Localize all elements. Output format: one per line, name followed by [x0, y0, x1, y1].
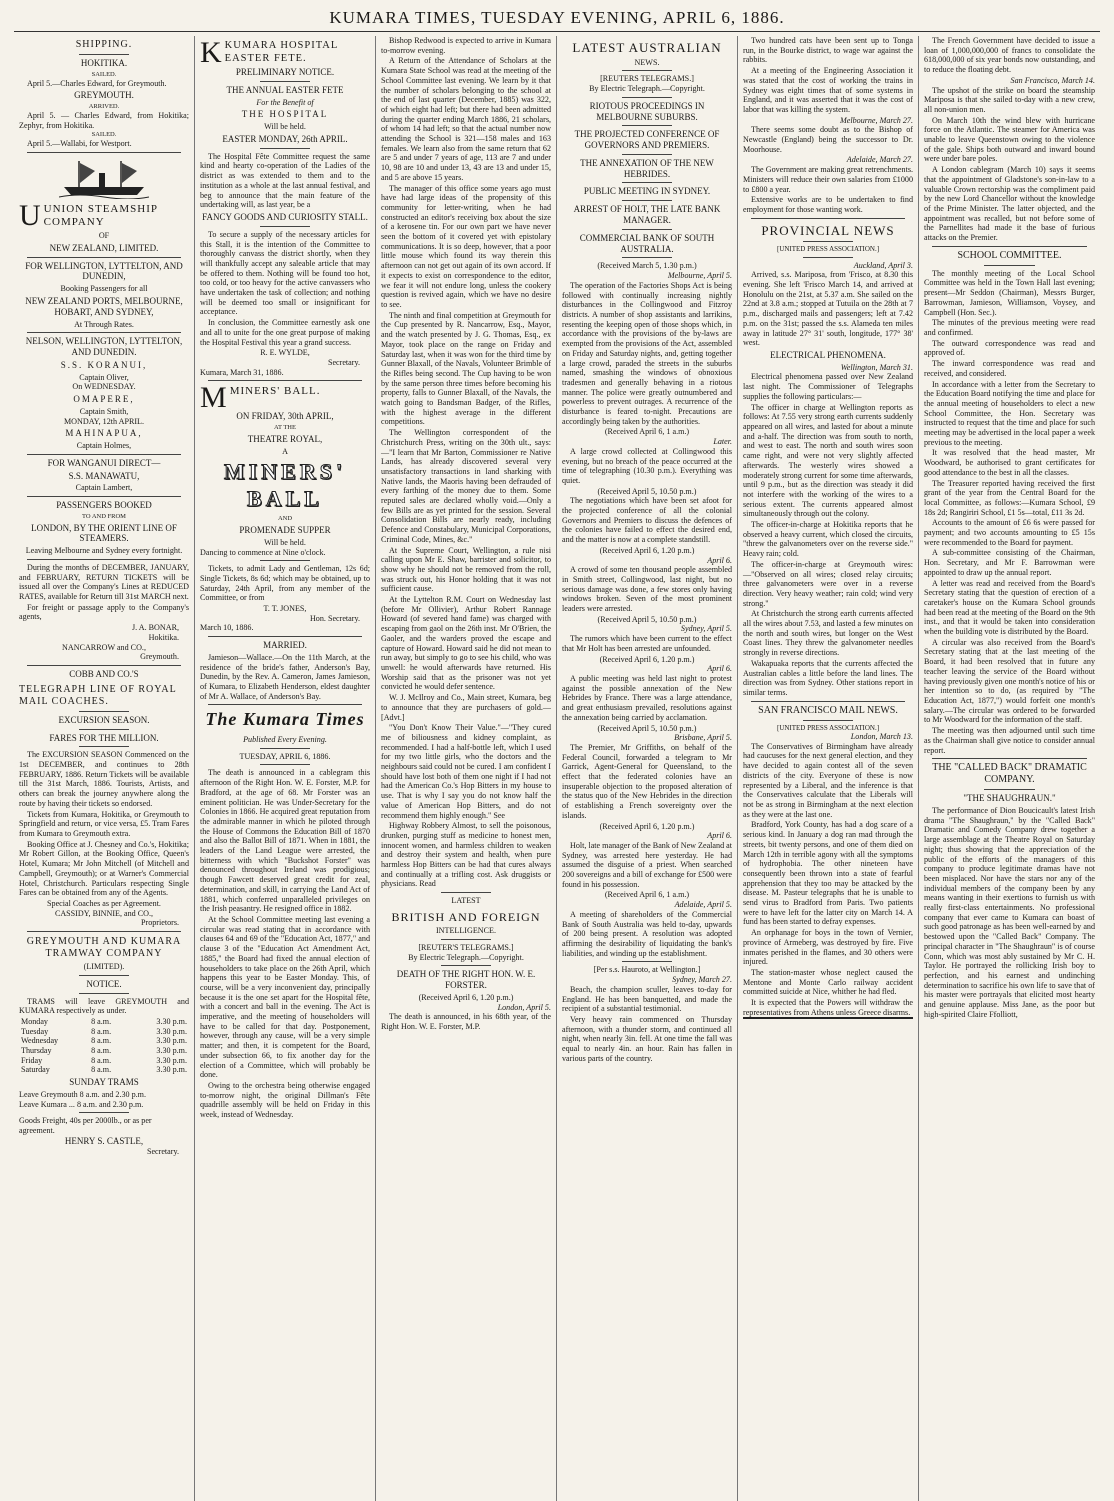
- column-2: [195, 36, 376, 1501]
- for-benefit: For the Benefit of: [256, 97, 314, 107]
- married-heading: MARRIED.: [263, 640, 307, 651]
- will-be-held-2: Will be held.: [264, 537, 306, 547]
- sf-dateline: San Francisco, March 14.: [1010, 75, 1095, 85]
- wylde-date: Kumara, March 31, 1886.: [200, 367, 284, 377]
- arrest-heading: ARREST OF HOLT, THE LATE BANK MANAGER.: [573, 204, 721, 226]
- crowd-text: A large crowd collected at Collingwood this evening, but no breach of the peace occurred at the time of telegraphing (10.30 p.m.). Everything was quiet.: [562, 446, 732, 485]
- schedule-am: 8 a.m.: [91, 1016, 112, 1026]
- bonar-place: Hokitika.: [148, 632, 179, 642]
- jones-date: March 10, 1886.: [200, 623, 254, 633]
- mahinapua: MAHINAPUA,: [65, 428, 143, 439]
- attendance-return-text: A Return of the Attendance of Scholars at the Kumara State School was read at the meeting of the School Committee last evening. We learn by it that the number of scholars belonging to the school at the end of last quarter (December, 1885) was 322, of which eight had left; but there had been admitted during the quarter ending March 1886, 21 scholars, of whom 14 had left; so that the actual number now attending the School is 321—158 males and 163 females. We learn also from the same return that 62 are 5 and under 7 years of age, 113 are 7 and under 10, 98 are 10 and under 13, 43 are 13 and under 15, and 5 are above 15 years.: [381, 56, 551, 182]
- schedule-pm: 3.30 p.m.: [156, 1016, 187, 1026]
- annual-fete: THE ANNUAL EASTER FETE: [226, 84, 344, 95]
- booking-passengers: Booking Passengers for all: [60, 284, 148, 294]
- manager-text: The manager of this office some years ago must have had large ideas of the propensity of this community for letter-writing, when he had constructed an editor's receiving box about the size of a kerosene tin. For our own part we have never seen the bottom of it covered yet with epistolary communications. It is so deep, however, that a poor little mouse which found its way therein this afternoon can not get out again of its own accord. If it expects to exist on correspondence to the editor, we fear it will not endure long, unless the cookery question is revived again, which we have no desire to see.: [381, 183, 551, 309]
- adelaide-dateline: Adelaide, April 5.: [674, 900, 732, 910]
- received-7: (Received April 5, 10.50 p.m.): [597, 723, 697, 733]
- for-wanganui: FOR WANGANUI DIRECT—: [47, 457, 161, 468]
- highway-robbery-text: Highway Robbery Almost, to sell the poisonous, drunken, purging stuff as medicine to honest men, innocent women, and harmless children to weaken and destroy their system and health, when pure harmless Hop Bitters can be had that cures always and continually at a trifling cost. Ask druggists or physicians. Read: [381, 821, 551, 889]
- koranui-captain: Captain Oliver,: [79, 372, 129, 382]
- received-2: (Received April 6, 1 a.m.): [604, 427, 690, 437]
- cup-text: The ninth and final competition at Greymouth for the Cup presented by R. Nancarrow, Esq., Mayor, and the watch presented by J. G. Thomas, Esq., ex Mayor, took place on the range on Friday and Saturday last, when it was won for the third time by Gunner Blaxall, of the Navals, Volunteer Brimble of the Rifles being second. The Cup having to be won by the same person three times before becoming his property, falls to Gunner Blaxall, of the Navals, the watch going to Bandsman Badger, of the Rifles, with the highest average in the different competitions.: [381, 310, 551, 427]
- to-and-from: TO AND FROM: [82, 512, 126, 520]
- latest-label: LATEST: [451, 896, 481, 906]
- wylde-sign: R. E. WYLDE,: [260, 348, 310, 358]
- orchestra-text: Owing to the orchestra being otherwise engaged to-morrow night, the original Dillman's Fête quadrille assembly will be held on Friday in this week, instead of Wednesday.: [200, 1080, 370, 1120]
- goods-freight: Goods Freight, 40s per 2000lb., or as per agreement.: [19, 1116, 152, 1136]
- caretaker-letter-text: A letter was read and received from the Board's Secretary stating that the question of erection of a caretaker's house on the Kumara School grounds had been read at the meeting of the Board on the 9th inst., and that it would be taken into consideration when the building vote is distributed by the Board.: [924, 578, 1095, 637]
- schedule-pm: 3.30 p.m.: [156, 1055, 187, 1065]
- castle-sign: HENRY S. CASTLE,: [64, 1135, 144, 1146]
- forster-text: The death is announced in a cablegram this afternoon of the Right Hon. W. E. Forster, M.P. for Bradford, at the age of 68. Mr Forster was an eminent politician. He was Under-Secretary for the Colonies in 1866. He acquired great reputation from the admirable manner in which he piloted through the House of Commons the Education Bill of 1870 and also the Ballot Bill of 1871. When in 1881, the leaders of the Land League were arrested, the bitterness with which "Buckshot Forster" was denounced throughout Ireland was prodigious; though Fawcett deserved great credit for zeal, determination, and skill, in carrying the Land Act of 1881, which conferred unparalleled privileges on the Irish peasantry. He resigned office in 1882.: [200, 768, 370, 914]
- received-3: (Received April 5, 10.50 p.m.): [597, 486, 697, 496]
- beach-text: Beach, the champion sculler, leaves to-day for England. He has been banquetted, and made the recipient of a substantial testimonial.: [562, 984, 732, 1014]
- death-forster-heading: DEATH OF THE RIGHT HON. W. E. FORSTER.: [396, 969, 536, 991]
- nelson-route: NELSON, WELLINGTON, LYTTELTON, AND DUNEDIN.: [25, 336, 183, 358]
- theatre-royal: THEATRE ROYAL,: [247, 433, 323, 444]
- and-label: AND: [277, 515, 293, 523]
- received-9: (Received April 6, 1 a.m.): [604, 890, 690, 900]
- special-coaches: Special Coaches as per Agreement.: [47, 898, 161, 908]
- received-label: (Received April 6, 1.20 p.m.): [418, 992, 514, 1002]
- schedule-pm: 3.30 p.m.: [156, 1065, 187, 1075]
- schedule-pm: 3.30 p.m.: [156, 1026, 187, 1036]
- schedule-pm: 3.30 p.m.: [156, 1036, 187, 1046]
- hop-bitters-text: "You Don't Know Their Value."—"They cured me of biliousness and kidney complaint, as recommended. I had a half-bottle left, which I used for my two little girls, who the doctors and the neighbours said could not be cured. I am confident I should have lost both of them one night if I had not had the American Co.'s Hop Bitters in my house to use. That is why I say you do not know half the value of American Hop Bitters, and do not recommend them highly enough." See: [381, 723, 551, 820]
- inward-text: The inward correspondence was read and received, and considered.: [924, 359, 1095, 378]
- news-label: NEWS.: [634, 57, 660, 67]
- arrived-label: ARRIVED.: [88, 103, 120, 111]
- strike-text: The upshot of the strike on board the steamship Mariposa is that she sailed to-day with a new crew, all non-union men.: [924, 85, 1095, 114]
- nancarrow: NANCARROW and CO.,: [62, 642, 146, 652]
- schedule-day: Friday: [21, 1055, 43, 1065]
- excursion-text: The EXCURSION SEASON Commenced on the 1st DECEMBER, and continues to 28th FEBRUARY, 1886. Return Tickets will be available till the 31st March, 1886. Tourists, Artists, and others can break the journey anywhere along the route by having their tickets so endorsed.: [19, 750, 189, 808]
- hospital-fete-heading: KKUMARA HOSPITAL EASTER FETE.: [200, 36, 338, 69]
- bishop-text: There seems some doubt as to the Bishop of Newcastle (England) being the successor to Dr. Moorhouse.: [743, 125, 913, 154]
- melbourne-dateline-2: Melbourne, March 27.: [840, 115, 913, 125]
- redwood-text: Bishop Redwood is expected to arrive in Kumara to-morrow evening.: [381, 36, 551, 55]
- sydney-dateline-2: Sydney, March 27.: [672, 975, 732, 985]
- copyright-label: By Electric Telegraph.—Copyright.: [408, 952, 524, 962]
- schedule-pm: 3.30 p.m.: [156, 1046, 187, 1056]
- greymouth-officer-text: The officer-in-charge at Greymouth wires:—"Observed on all wires; closed relay circuits; three galvanometers were over in a reverse direction. Very heavy weather; rain cold; wind very strong.": [743, 559, 913, 608]
- melbourne-dateline: Melbourne, April 5.: [667, 271, 732, 281]
- trams-text: TRAMS will leave GREYMOUTH and KUMARA respectively as under.: [19, 996, 189, 1016]
- works-text: Extensive works are to be undertaken to find employment for those wanting work.: [743, 195, 913, 214]
- union-nz: NEW ZEALAND, LIMITED.: [49, 242, 159, 253]
- schedule-row: [19, 1046, 189, 1056]
- court-text: At the Supreme Court, Wellington, a rule nisi calling upon Mr E. Shaw, barrister and solicitor, to show why he should not be removed from the roll, was struck out, his Honor holding that it was not sufficient cause.: [381, 545, 551, 594]
- shipping-heading: SHIPPING.: [75, 39, 133, 50]
- passengers-booked: PASSENGERS BOOKED: [56, 500, 152, 511]
- columns: [14, 36, 1100, 1501]
- london-orient: LONDON, BY THE ORIENT LINE OF STEAMERS.: [31, 522, 177, 544]
- reuters-label: [REUTER'S TELEGRAMS.]: [418, 942, 514, 952]
- at-the: AT THE: [274, 424, 296, 432]
- sydney-dateline-1: Sydney, April 5.: [680, 624, 732, 634]
- notice-heading: NOTICE.: [86, 978, 122, 989]
- april6-dateline-b: April 6.: [707, 664, 732, 674]
- adjourned-text: The meeting was then adjourned until such time as the Chairman shall give notice to consider annual report.: [924, 726, 1095, 755]
- cats-text: Two hundred cats have been sent up to Tonga run, in the Bourke district, to wage war against the rabbits.: [743, 36, 913, 65]
- the-hospital: THE HOSPITAL: [241, 109, 329, 120]
- hurricane-text: On March 10th the wind blew with hurricane force on the Atlantic. The steamer for America was unable to leave Queenstown owing to the violence of the gale. Ships both outward and inward bound were under bare poles.: [924, 115, 1095, 164]
- nancarrow-place: Greymouth.: [140, 652, 179, 662]
- christchurch-text: At Christchurch the strong earth currents affected all the wires about 7.53, and lasted a few minutes on the north and south wires, but longer on the West Coast lines. They threw the galvanometer needles strongly in reverse directions.: [743, 609, 913, 658]
- mariposa-text: Arrived, s.s. Mariposa, from 'Frisco, at 8.30 this evening. She left 'Frisco March 14, and arrived at Honolulu on the 21st, at 5.37 a.m. She sailed on the 22nd at 3.8 a.m.; stopped at Tutuila on the 28th at 7 p.m., discharged mails and passengers; left at 7.42 p.m. on the 31st; passed the s.s. Alameda ten miles away in latitude 27° 31' south, longitude, 177° 38' west.: [743, 270, 913, 348]
- column-4: [557, 36, 738, 1501]
- outward-text: The outward correspondence was read and approved of.: [924, 338, 1095, 358]
- omapere-captain: Captain Smith,: [79, 406, 129, 416]
- bonar-sign: J. A. BONAR,: [132, 623, 179, 633]
- powers-text: It is expected that the Powers will withdraw the representatives from Athens unless Greece disarms.: [743, 998, 913, 1019]
- griffiths-text: The Premier, Mr Griffiths, on behalf of the Federal Council, forwarded a telegram to Mr Garrick, Agent-General for Queensland, to the effect that the federated colonies have an insuperable objection to the proposed alteration of the status quo of the New Hebrides in the direction of establishing a French sovereignty over the islands.: [562, 742, 732, 820]
- bradford-text: Bradford, York County, has had a dog scare of a serious kind. In January a dog ran mad through the streets, bit twenty persons, and one of them died on March 12th in terrible agony with all the symptoms of hydrophobia. The other nineteen have consequently been thrown into a state of fearful apprehension that they too may be attacked by the disease. M. Pasteur telegraphs that he is unable to send virus to Bradford from Paris. Two patients were to have left for the latter city on March 14. A fund has been started to defray expenses.: [743, 820, 913, 927]
- adelaide-dateline-2: Adelaide, March 27.: [846, 155, 913, 165]
- schedule-row: [19, 1017, 189, 1027]
- annexation-heading: THE ANNEXATION OF THE NEW HEBRIDES.: [580, 157, 714, 179]
- public-meeting-heading: PUBLIC MEETING IN SYDNEY.: [583, 186, 711, 197]
- received-4: (Received April 6, 1.20 p.m.): [599, 545, 695, 555]
- freight-text: For freight or passage apply to the Company's agents,: [19, 602, 189, 622]
- received-1: (Received March 5, 1.30 p.m.): [597, 261, 697, 271]
- monthly-text: The monthly meeting of the Local School Committee was held in the Town Hall last evening; present—Mr Seddon (Chairman), Messrs Burger, Barrowman, Jamieson, Williamson, Voysey, and Campbell (Hon. Sec.).: [924, 268, 1095, 317]
- letter-text: In accordance with a letter from the Secretary to the Education Board notifying the time and place for the annual meeting of householders to elect a new School Committee, the Hon. Secretary was instructed to request that the time and place for such meeting may be advertised in the local paper a week previous to the meeting.: [924, 379, 1095, 447]
- holt-rumors-text: The rumors which have been current to the effect that Mr Holt has been arrested are unfounded.: [562, 634, 732, 653]
- koranui-day: On WEDNESDAY.: [72, 382, 136, 392]
- fares-heading: FARES FOR THE MILLION.: [49, 732, 159, 743]
- wakapuaka-text: Wakapuaka reports that the currents affected the Australian cables a little before the land lines. The direction was from Sydney. Other stations report in similar terms.: [743, 658, 913, 697]
- received-6: (Received April 6, 1.20 p.m.): [599, 654, 695, 664]
- manawatu-captain: Captain Lambert,: [75, 483, 133, 493]
- married-text: Jamieson—Wallace.—On the 11th March, at the residence of the bride's father, Anderson's Bay, Dunedin, by the Rev. A. Cameron, James Jamieson, of Kumara, to Elizabeth Henderson, eldest daughter of Mr A. Wallace, of Anderson's Bay.: [200, 652, 370, 701]
- tramway-limited: (LIMITED).: [83, 962, 125, 972]
- through-rates: At Through Rates.: [74, 319, 134, 329]
- school-committee-heading: SCHOOL COMMITTEE.: [957, 249, 1062, 261]
- stall-text: To secure a supply of the necessary articles for this Stall, it is the intention of the Committee to thoroughly canvass the district shortly, when they will thankfully accept any saleable article that may be offered to them. Nothing will be found too hot, too cold, or too heavy for the active canvassers who have undertaken the task of collection; and nothing will be deemed too small or insignificant for acceptance.: [200, 229, 370, 317]
- auckland-dateline: Auckland, April 3.: [853, 260, 913, 270]
- copyright-label-2: By Electric Telegraph.—Copyright.: [589, 84, 705, 93]
- cablegram-text: A London cablegram (March 10) says it seems that the appointment of Gladstone's son-in-law to a valuable Crown rectorship was the compliment paid by the new Lord Chancellor without the knowledge of the Prime Minister. The latter objected, and the appointment was recalled, but not before some of the Parnellites had made it the base of furious attacks on the Premier.: [924, 165, 1095, 243]
- london-dateline: London, April 5.: [497, 1002, 551, 1012]
- paper-nameplate: The Kumara Times: [205, 709, 365, 730]
- omapere-day: MONDAY, 12th APRIL.: [63, 416, 145, 426]
- nz-ports: NEW ZEALAND PORTS, MELBOURNE, HOBART, AND SYDNEY,: [25, 295, 183, 317]
- upa-label-2: [UNITED PRESS ASSOCIATION.]: [776, 723, 880, 732]
- miners-ball-ornate: MINERS' BALL: [223, 459, 347, 511]
- factories-text: The operation of the Factories Shops Act is being followed with continually increasing nightly disturbances in the Collingwood and Fitzroy districts. A number of shop assistants and larrikins, resenting the keeping open of those shops which, in accordance with the provisions of the by-laws are exempted from the provisions of the Act, assembled on Friday and Saturday nights, and, getting together a large crowd, paraded the streets in the suburbs named, smashing the windows of obnoxious tradesmen and generally behaving in a riotous manner. The police were greatly outnumbered and powerless to prevent outrages. A recurrence of the disturbance is feared to-night. Precautions are accordingly being taken by the authorities.: [562, 280, 732, 426]
- brisbane-dateline: Brisbane, April 5.: [674, 733, 732, 743]
- later-dateline: Later.: [713, 437, 732, 447]
- column-5: [738, 36, 919, 1501]
- engineering-text: At a meeting of the Engineering Association it was stated that the cost of working the trains in Sydney was eight times that of some systems in England, and it was asserted that it was the cost of labor that was killing the system.: [743, 66, 913, 114]
- schedule-row: [19, 1036, 189, 1046]
- rain-text: Very heavy rain commenced on Thursday afternoon, with a thunder storm, and continued all night, when nearly 3in. fell. At one time the fall was equal to nearly 4in. an hour. Rain has fallen in various parts of the country.: [562, 1014, 732, 1063]
- commercial-bank-heading: COMMERCIAL BANK OF SOUTH AUSTRALIA.: [579, 232, 715, 254]
- protest-text: A public meeting was held last night to protest against the possible annexation of the New Hebrides by France. There was a large attendance, and great enthusiasm prevailed, resolutions against the annexation being carried by acclamation.: [562, 674, 732, 722]
- orphanage-text: An orphanage for boys in the town of Vernier, province of Armeberg, was destroyed by fire. Five inmates perished in the flames, and 30 others were injured.: [743, 928, 913, 967]
- schedule-am: 8 a.m.: [91, 1026, 112, 1036]
- riotous-heading: RIOTOUS PROCEEDINGS IN MELBOURNE SUBURBS.: [589, 100, 705, 122]
- latest-australian-heading: LATEST AUSTRALIAN: [572, 40, 722, 55]
- booking-text: Booking Office at J. Chesney and Co.'s, Hokitika; Mr Robert Gillon, at the Booking Office, Queen's Hotel, Kumara; Mr John Mitchell (of Mitchell and Campbell, Greymouth); or at Warner's Commercial Hotel, Christchurch. Particulars respecting Single Fares can be obtained from any of the Agents.: [19, 839, 189, 898]
- during-text: During the months of DECEMBER, JANUARY, and FEBRUARY, RETURN TICKETS will be issued all over the Company's Lines at REDUCED RATES, available for Return till 31st MARCH next.: [19, 562, 189, 602]
- jones-sign: T. T. JONES,: [263, 604, 307, 614]
- promenade-supper: PROMENADE SUPPER: [239, 525, 331, 536]
- sunday-trams-heading: SUNDAY TRAMS: [69, 1077, 139, 1088]
- schedule-row: [19, 1027, 189, 1037]
- provincial-news-heading: PROVINCIAL NEWS: [761, 222, 895, 238]
- greymouth-sailed-text: April 5.—Wallabi, for Westport.: [27, 139, 132, 149]
- excursion-heading: EXCURSION SEASON.: [58, 714, 150, 725]
- negotiations-text: The negotiations which have been set afoot for the projected conference of all the colonial Governors and Premiers to discuss the defences of the colonies have failed to effect the desired end, and the matter is now at a complete standstill.: [562, 496, 732, 545]
- issue-date: TUESDAY, APRIL 6, 1886.: [239, 751, 331, 761]
- accounts-text: Accounts to the amount of £6 6s were passed for payment; and two accounts amounting to £5 15s were recommended to the Board for payment.: [924, 518, 1095, 547]
- tickets-text: Tickets from Kumara, Hokitika, or Greymouth to Springfield and return, or vice versa, £5. Tram Fares from Kumara to Greymouth extra.: [19, 809, 189, 838]
- performance-text: The performance of Dion Boucicault's latest Irish drama "The Shaughraun," by the "Called Back" Dramatic and Comedy Company drew together a large assemblage at the Theatre Royal on Saturday night; thus showing that the appreciation of the public of the efforts of the managers of this company to produce legitimate dramas have not been misplaced. Nor have the stars nor any of the individual members of the company been by any means wanting in their exertions to furnish us with really first-class entertainments. No professional company that ever came to Kumara can boast of such good patronage as has been well-earned by and bestowed upon the "Called Back" Company. The principal character in "The Shaughraun" is of course Conn, which was most ably sustained by Mr C. H. Taylor. He portrayed the rollicking Irish boy to perfection, and his earnest and undinching determination to sacrifice his own life to save that of his master were portrayals that elicited most hearty and genuine applause. Miss Jane, as the poor but high-spirited Claire Ffolliott,: [924, 806, 1095, 1019]
- column-1: [14, 36, 195, 1501]
- shaughraun-heading: "THE SHAUGHRAUN.": [963, 793, 1056, 804]
- french-loan-text: The French Government have decided to issue a loan of 1,000,000,000 of francs to consolidate the 618,000,000 of six year bonds now outstanding, and to reduce the floating debt.: [924, 36, 1095, 75]
- electrical-heading: ELECTRICAL PHENOMENA.: [770, 349, 886, 360]
- hokitika-heading: HOKITIKA.: [80, 58, 128, 68]
- sailed-label: SAILED.: [91, 70, 117, 78]
- called-back-heading: THE "CALLED BACK" DRAMATIC COMPANY.: [932, 762, 1087, 786]
- british-foreign-heading: BRITISH AND FOREIGN: [391, 909, 541, 924]
- officer-text: The officer in charge at Wellington reports as follows: At 7.55 very strong earth currents suddenly appeared on all wires, and lasted for about a minute and a-half. The direction was from south to north, and west to east. The north and south wires soon came right, and were not very slightly affected afterwards. The westerly wires showed a moderately strong current for some time afterwards, until 9 p.m., but as the direction was steady it did not interfere with the working of the wires to a serious extent. The currents appeared almost simultaneously through out the colony.: [743, 402, 913, 519]
- electrical-text: Electrical phenomena passed over New Zealand last night. The Commissioner of Telegraphs supplies the following particulars:—: [743, 372, 913, 401]
- fancy-goods-heading: FANCY GOODS AND CURIOSITY STALL.: [202, 212, 368, 222]
- sailed-label-2: SAILED.: [91, 131, 117, 139]
- hokitika-text: April 5.—Charles Edward, for Greymouth.: [27, 78, 167, 88]
- holt-arrest-text: Holt, late manager of the Bank of New Zealand at Sydney, was arrested here yesterday. He had assumed the disguise of a priest. When searched 200 sovereigns and a bill of exchange for £500 were found in his possession.: [562, 840, 732, 889]
- union-heading: UUNION STEAMSHIP COMPANY: [19, 198, 158, 232]
- april6-dateline-a: April 6.: [707, 555, 732, 565]
- conclusion-text: In conclusion, the Committee earnestly ask one and all to unite for the one great purpose of making the Hospital Festival this year a grand success.: [200, 318, 370, 347]
- sf-mail-heading: SAN FRANCISCO MAIL NEWS.: [758, 704, 898, 716]
- on-friday: ON FRIDAY, 30th APRIL,: [236, 411, 334, 422]
- press-text: The Wellington correspondent of the Christchurch Press, writing on the 30th ult., says:—"I learn that Mr Barton, Commissioner re Native Lands, has already discovered several very unsatisfactory transactions in land sharking with Native lands, the Maoris having been defrauded of every farthing of the money due to them. Some reputed sales are declared wholly void.—Only a few Bills are as yet printed for the session. Several Consolidation Bills are nearly ready, including Defence and Constabulary, Municipal Corporations, Criminal Code, Mines, &c.": [381, 428, 551, 544]
- schedule-am: 8 a.m.: [91, 1055, 112, 1065]
- greymouth-heading: GREYMOUTH.: [74, 90, 134, 101]
- cobb-heading: COBB AND CO.'S: [69, 668, 139, 679]
- for-wellington: FOR WELLINGTON, LYTTELTON, AND DUNEDIN,: [25, 260, 183, 282]
- hokitika-officer-text: The officer-in-charge at Hokitika reports that he observed a heavy current, which closed the circuits, "threw the galvanometers over on the reverse side." Heavy rain; cold.: [743, 520, 913, 559]
- received-8: (Received April 6, 1.20 p.m.): [599, 821, 695, 831]
- wylde-title: Secretary.: [327, 357, 360, 367]
- death-text: The death is announced, in his 68th year, of the Right Hon. W. E. Forster, M.P.: [381, 1012, 551, 1032]
- masthead: KUMARA TIMES, TUESDAY EVENING, APRIL 6, 1886.: [14, 8, 1100, 32]
- will-be-held: Will be held.: [264, 122, 306, 132]
- ss-koranui: S.S. KORANUI,: [60, 359, 148, 370]
- circular-text: A circular was also received from the Board's Secretary stating that at the last meeting of the Board, it had been resolved that in future any teacher leaving the service of the Board without having previously given one month's notice of his or her intention so to do, (as required by "The Education Act, 1877,") would forfeit one month's salary.—The circular was ordered to be forwarded to Mr Woodward for the information of the staff.: [924, 637, 1095, 725]
- sunday-greymouth: Leave Greymouth 8 a.m. and 2.30 p.m.: [19, 1089, 146, 1099]
- ball-tickets-text: Tickets, to admit Lady and Gentleman, 12s 6d; Single Tickets, 8s 6d; which may be obtained, up to Saturday, 24th April, from any member of the Committee, or from: [200, 564, 370, 603]
- subcommittee-text: A sub-committee consisting of the Chairman, Hon. Secretary, and Mr F. Barrowman were appointed to draw up the annual report.: [924, 548, 1095, 577]
- reuters-label-2: [REUTERS TELEGRAMS.]: [600, 74, 694, 84]
- smith-street-text: A crowd of some ten thousand people assembled in Smith street, Collingwood, last night, but no serious damage was done, a few stores only having windows broken. Seven of the most prominent leaders were arrested.: [562, 565, 732, 614]
- upa-label: [UNITED PRESS ASSOCIATION.]: [776, 245, 880, 254]
- proprietors: Proprietors.: [141, 918, 179, 928]
- easter-monday: EASTER MONDAY, 26th APRIL.: [222, 133, 348, 144]
- wellington-dateline: Wellington, March 31.: [840, 362, 913, 372]
- cassidy: CASSIDY, BINNIE, and CO.,: [54, 908, 154, 918]
- birmingham-text: The Conservatives of Birmingham have already had caucuses for the next general election, and they have decided to again contest all of the seven districts of the city. Everyone of these is now represented by a Liberal, and the inference is that the Conservatives calculate that the Liberals will not be as strong in Birmingham at the next election as they were at the last one.: [743, 741, 913, 819]
- schedule-day: Thursday: [21, 1046, 52, 1056]
- april6-dateline-c: April 6.: [707, 831, 732, 841]
- schedule-day: Saturday: [21, 1065, 50, 1075]
- schedule-row: [19, 1065, 189, 1075]
- union-of: OF: [98, 231, 110, 241]
- sunday-kumara: Leave Kumara ... 8 a.m. and 2.30 p.m.: [19, 1099, 144, 1109]
- schedule-day: Tuesday: [21, 1026, 49, 1036]
- omapere: OMAPERE,: [73, 394, 135, 405]
- intelligence-label: INTELLIGENCE.: [435, 926, 496, 936]
- schedule-row: [19, 1056, 189, 1066]
- jones-title: Hon. Secretary.: [309, 613, 360, 623]
- greymouth-text: April 5. — Charles Edward, from Hokitika; Zephyr, from Hokitika.: [19, 110, 189, 130]
- london-dateline-2: London, March 13.: [850, 732, 913, 742]
- schedule-day: Monday: [21, 1016, 48, 1026]
- telegraph-line-heading: TELEGRAPH LINE OF ROYAL MAIL COACHES.: [19, 683, 177, 707]
- ss-manawatu: S.S. MANAWATU,: [68, 470, 140, 481]
- fete-text: The Hospital Fête Committee request the same kind and hearty co-operation of the Ladies of the district as was extended to them and to the institution as a whole at the last annual festival, and beg to announce that the main feature of the undertaking will, as last year, be a: [200, 151, 370, 210]
- school-circular-text: At the School Committee meeting last evening a circular was read stating that in accordance with clauses 64 and 69 of the "Education Act, 1877," and clause 3 of the "Education Act Amendment Act, 1885," the Board had fixed the annual election of householders to take place on the 26th April, which happens this year to be Easter Monday. This, of course, will be a very inconvenient day, principally because it is the one set apart for the Hospital fête, with a concert and ball in the evening. The Act is imperative, and the meeting of householders will have to be called for that day. Postponement, however, through any cause, will be a very simple matter; and then, it is competent for the Board, under subsection 66, to fix another day for the election of a Committee, which will probably be done.: [200, 915, 370, 1080]
- tram-schedule: [19, 1017, 189, 1075]
- resolved-text: It was resolved that the head master, Mr Woodward, be authorised to grant certificates for good attendance to the best in all the classes.: [924, 448, 1095, 477]
- lyttelton-text: At the Lyttelton R.M. Court on Wednesday last (before Mr Ollivier), Arthur Robert Rannage Howard (of severed hand fame) was charged with escaping from gaol on the 26th inst. Mr O'Brien, the Gaoler, and the warders proved the escape and capture of Howard. Howard said he did not mean to run away, but simply to go to see his child, who was unwell: he would afterwards have returned. His Worship said that as the prisoner was not yet convicted he would defer sentence.: [381, 595, 551, 692]
- per-ss-label: [Per s.s. Hauroto, at Wellington.]: [593, 965, 701, 975]
- schedule-am: 8 a.m.: [91, 1065, 112, 1075]
- column-3: [376, 36, 557, 1501]
- mahinapua-captain: Captain Holmes,: [76, 441, 132, 451]
- adelaide-text: A meeting of shareholders of the Commercial Bank of South Australia was held to-day, upwards of 200 being present. A resolution was adopted affirming the desirability of liquidating the bank's liabilities, and winding up the establishment.: [562, 909, 732, 958]
- column-6: [919, 36, 1100, 1501]
- miners-ball-heading: MMINERS' BALL.: [200, 381, 321, 415]
- station-master-text: The station-master whose neglect caused the Mentone and Monte Carlo railway accident committed suicide at Nice, whither he had fled.: [743, 967, 913, 997]
- schedule-am: 8 a.m.: [91, 1046, 112, 1056]
- tramway-heading: GREYMOUTH AND KUMARA TRAMWAY COMPANY: [26, 936, 182, 960]
- dancing-text: Dancing to commence at Nine o'clock.: [200, 547, 326, 557]
- steamship-icon: [59, 157, 149, 199]
- schedule-am: 8 a.m.: [91, 1036, 112, 1046]
- treasurer-text: The Treasurer reported having received the first grant of the year from the Central Board for the local Committee, as follows:—Kumara School, £9 18s 2d; Rangiriri School, £1 5s—total, £11 3s 2d.: [924, 478, 1095, 517]
- government-text: The Government are making great retrenchments. Ministers will reduce their own salaries from £1000 to £800 a year.: [743, 165, 913, 194]
- projected-heading: THE PROJECTED CONFERENCE OF GOVERNORS AND PREMIERS.: [574, 129, 720, 151]
- received-5: (Received April 5, 10.50 p.m.): [597, 614, 697, 624]
- mcilroy-text: W. J. McIlroy and Co., Main street, Kumara, beg to announce that they are purchasers of gold.—[Advt.]: [381, 693, 551, 722]
- schedule-day: Wednesday: [21, 1036, 59, 1046]
- leaving-text: Leaving Melbourne and Sydney every fortnight.: [25, 546, 183, 556]
- published-every-evening: Published Every Evening.: [243, 735, 327, 745]
- castle-title: Secretary.: [146, 1146, 179, 1156]
- minutes-text: The minutes of the previous meeting were read and confirmed.: [924, 318, 1095, 337]
- a-label: A: [282, 446, 288, 456]
- preliminary-notice: PRELIMINARY NOTICE.: [235, 67, 335, 78]
